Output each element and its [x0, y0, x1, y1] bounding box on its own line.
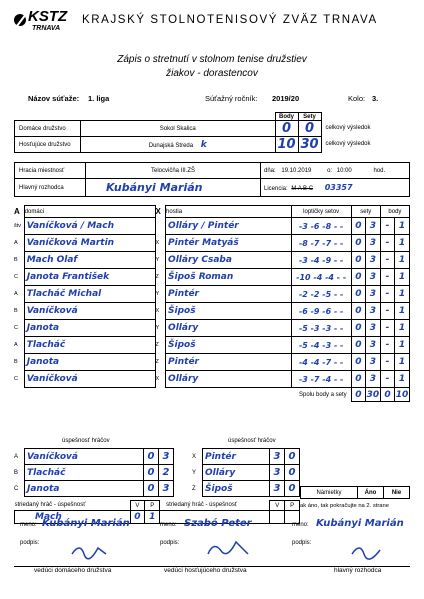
points-home: - [380, 354, 394, 371]
away-signature [206, 536, 252, 562]
set-scores: -3 -4 -9 - - [291, 252, 351, 269]
home-name-value: Kubányi Marián [42, 518, 130, 529]
away-code: X [155, 376, 160, 382]
set-scores: -3 -6 -8 - - [291, 218, 351, 235]
referee-label: Hlavný rozhodca [15, 179, 86, 197]
success-code: Y [192, 469, 197, 476]
away-player: Olláry [166, 371, 292, 388]
objections-no: Nie [384, 487, 410, 499]
set-scores: -2 -2 -5 - - [291, 286, 351, 303]
sets-home: 0 [351, 235, 365, 252]
date-cell [261, 163, 410, 179]
match-code: A [14, 291, 18, 297]
sets-home: 0 [351, 320, 365, 337]
success-row [14, 449, 174, 465]
away-name-value: Szabó Peter [184, 518, 252, 529]
match-row [14, 320, 410, 337]
sets-away: 3 [365, 354, 380, 371]
points-away: 1 [395, 235, 410, 252]
home-player: Janota František [24, 269, 155, 286]
body-header: Body [275, 113, 298, 121]
signature-underline [14, 566, 410, 567]
away-player: Olláry / Pintér [166, 218, 292, 235]
stried-p-away: P [285, 501, 300, 511]
ref-name-value: Kubányi Marián [316, 518, 404, 529]
stried-label-away: striedaný hráč - úspešnosť [166, 502, 238, 509]
points-away: 1 [395, 337, 410, 354]
set-scores: -5 -3 -3 - - [291, 320, 351, 337]
sets-home: 0 [351, 252, 365, 269]
away-player: Pintér [166, 286, 292, 303]
home-signature-block [14, 516, 154, 586]
success-row [14, 481, 174, 497]
venue-value: Telocvičňa III.ZŠ [86, 163, 261, 179]
objections-table [300, 486, 410, 499]
success-label-home: úspešnosť hráčov [62, 438, 110, 444]
sets-away: 3 [365, 337, 380, 354]
away-code: Y [155, 291, 160, 297]
totals-sets-away: 30 [366, 389, 380, 400]
points-away: 1 [395, 320, 410, 337]
sets-away: 3 [365, 286, 380, 303]
home-name-label: meno: [20, 522, 37, 528]
away-signature-block [156, 516, 286, 586]
away-points: 10 [275, 137, 298, 153]
match-code: B [14, 359, 18, 365]
away-team-label: Hosťujúce družstvo [15, 137, 81, 153]
form-subtitle: žiakov - dorastencov [166, 68, 258, 79]
logo-text: KSTZ [28, 8, 68, 25]
match-code: C [14, 325, 18, 331]
success-code: B [14, 469, 19, 476]
success-losses: 2 [159, 465, 174, 481]
sets-away: 3 [365, 303, 380, 320]
set-scores: -8 -7 -7 - - [291, 235, 351, 252]
totals-points-home: 0 [380, 388, 394, 402]
success-wins: 3 [270, 481, 285, 497]
away-code: Y [155, 257, 160, 263]
home-sets: 0 [298, 121, 321, 137]
sets-away: 3 [365, 252, 380, 269]
time-label: o: [327, 167, 333, 174]
away-player: Šipoš Roman [166, 269, 292, 286]
points-away: 1 [395, 303, 410, 320]
hour-label: hod. [373, 167, 386, 174]
away-team-cell [81, 137, 276, 153]
success-wins: 0 [144, 481, 159, 497]
match-row [14, 235, 410, 252]
success-code: C [14, 485, 19, 492]
points-home: - [380, 303, 394, 320]
success-name: Tlacháč [25, 465, 144, 481]
success-code: X [192, 453, 197, 460]
totals-label: Spolu body a sety [298, 391, 347, 398]
stried-home-l: 1 [145, 511, 160, 524]
match-code: štv [14, 223, 22, 229]
sets-away: 3 [365, 269, 380, 286]
success-code: Z [192, 485, 196, 492]
match-code: C [14, 376, 18, 382]
away-player: Olláry [166, 320, 292, 337]
success-losses: 0 [285, 465, 300, 481]
match-row [14, 303, 410, 320]
points-away: 1 [395, 286, 410, 303]
form-title: Zápis o stretnutí v stolnom tenise družstiev [117, 54, 307, 65]
home-player: Vaníčková / Mach [24, 218, 155, 235]
match-code: C [14, 274, 18, 280]
away-code [155, 218, 166, 235]
match-row [14, 286, 410, 303]
away-sign-label: podpis: [160, 540, 180, 546]
col-sets-label: sety [351, 206, 380, 218]
sets-home: 0 [351, 371, 365, 388]
col-x-label: X [155, 207, 161, 216]
ref-name-label: meno: [292, 522, 309, 528]
sets-home: 0 [351, 286, 365, 303]
ref-signature [350, 540, 386, 560]
match-row [14, 337, 410, 354]
ref-role: hlavný rozhodca [334, 567, 382, 574]
sets-home: 0 [351, 269, 365, 286]
match-row [14, 218, 410, 235]
license-number: 03357 [324, 183, 353, 192]
sets-home: 0 [351, 218, 365, 235]
points-home: - [380, 235, 394, 252]
sety-header: Sety [298, 113, 321, 121]
success-row [192, 465, 300, 481]
home-player: Tlacháč Michal [24, 286, 155, 303]
success-code: A [14, 453, 19, 460]
away-code: Y [155, 325, 160, 331]
away-player: Pintér Matyáš [166, 235, 292, 252]
points-home: - [380, 337, 394, 354]
points-home: - [380, 320, 394, 337]
away-code: X [155, 308, 160, 314]
success-wins: 0 [144, 449, 159, 465]
points-away: 1 [395, 218, 410, 235]
col-scores-label: loptičky setov [291, 206, 351, 218]
col-points-label: body [380, 206, 409, 218]
sets-away: 3 [365, 235, 380, 252]
match-code: A [14, 240, 18, 246]
stried-v-away: V [270, 501, 285, 511]
col-home-label: domáci [24, 206, 155, 218]
teams-table [14, 112, 410, 153]
totals-points-away: 10 [395, 389, 409, 400]
home-player: Mach Olaf [24, 252, 155, 269]
success-losses: 0 [285, 481, 300, 497]
success-losses: 3 [159, 449, 174, 465]
venue-table [14, 162, 410, 197]
away-player: Pintér [166, 354, 292, 371]
away-player: Šipoš [166, 303, 292, 320]
home-signature [70, 540, 110, 560]
stried-label-home: striedaný hráč - úspešnosť [14, 502, 86, 509]
organization-name: KRAJSKÝ STOLNOTENISOVÝ ZVÄZ TRNAVA [82, 14, 378, 26]
sets-home: 0 [351, 337, 365, 354]
objections-label: Námietky [301, 487, 358, 499]
home-player: Janota [24, 320, 155, 337]
round-value: 3. [372, 94, 379, 103]
success-name: Šipoš [203, 481, 270, 497]
col-a-label: A [14, 207, 20, 216]
away-code: Z [155, 274, 159, 280]
stried-home-w: 0 [130, 511, 145, 524]
sets-away: 3 [365, 320, 380, 337]
sets-away: 3 [365, 371, 380, 388]
home-team-value: Sokol Skalica [81, 121, 276, 137]
sets-home: 0 [351, 354, 365, 371]
col-away-label: hostia [166, 206, 292, 218]
success-home-table [14, 448, 174, 497]
set-scores: -5 -4 -3 - - [291, 337, 351, 354]
season-label: Súťažný ročník: [205, 94, 258, 103]
ref-sign-label: podpis: [292, 540, 312, 546]
points-home: - [380, 269, 394, 286]
home-player: Vaníčková [24, 371, 155, 388]
date-label: dňa: [264, 167, 276, 174]
away-code: X [155, 240, 160, 246]
match-row [14, 371, 410, 388]
date-value: 19.10.2019 [281, 167, 312, 174]
home-player: Vaníčková [24, 303, 155, 320]
away-team-value: Dunajská Streda [148, 142, 194, 149]
sets-home: 0 [351, 303, 365, 320]
set-scores: -4 -4 -7 - - [291, 354, 351, 371]
home-player: Tlacháč [24, 337, 155, 354]
away-name-label: meno: [160, 522, 177, 528]
success-name: Olláry [203, 465, 270, 481]
success-name: Vaníčková [25, 449, 144, 465]
match-code: B [14, 308, 18, 314]
success-losses: 3 [159, 481, 174, 497]
home-player: Janota [24, 354, 155, 371]
success-wins: 3 [270, 465, 285, 481]
license-classes: M A B C [291, 186, 314, 192]
points-home: - [380, 252, 394, 269]
success-name: Pintér [203, 449, 270, 465]
overall-label-1: celkový výsledok [325, 125, 371, 131]
stried-p-home: P [145, 501, 160, 511]
success-row [192, 481, 300, 497]
set-scores: -3 -7 -4 - - [291, 371, 351, 388]
points-home: - [380, 286, 394, 303]
success-row [192, 449, 300, 465]
logo-subtext: TRNAVA [32, 25, 61, 32]
home-player: Vaníčková Martin [24, 235, 155, 252]
venue-label: Hracia miestnosť [15, 163, 86, 179]
home-sign-label: podpis: [20, 540, 40, 546]
success-away-table [192, 448, 300, 497]
points-away: 1 [395, 354, 410, 371]
away-sets: 30 [298, 137, 321, 153]
away-code: Z [155, 342, 159, 348]
time-value: 10:00 [336, 167, 352, 174]
away-code: Z [155, 359, 159, 365]
stried-v-home: V [130, 501, 145, 511]
set-scores: -6 -9 -6 - - [291, 303, 351, 320]
ref-signature-block [288, 516, 414, 586]
overall-label-2: celkový výsledok [325, 141, 371, 147]
points-away: 1 [395, 269, 410, 286]
set-scores: -10 -4 -4 - - [291, 269, 351, 286]
competition-value: 1. liga [88, 94, 110, 103]
logo [12, 8, 74, 36]
away-player: Šipoš [166, 337, 292, 354]
away-role: vedúci hosťujúceho družstva [164, 567, 247, 574]
sets-away: 3 [365, 218, 380, 235]
referee-value: Kubányi Marián [86, 179, 261, 197]
round-label: Kolo: [348, 94, 366, 103]
stried-home-name: Mach [15, 511, 131, 524]
objections-continue: ak áno, tak pokračujte na 2. strane [300, 503, 389, 509]
license-cell [261, 179, 410, 197]
success-label-away: úspešnosť hráčov [228, 438, 276, 444]
season-value: 2019/20 [272, 94, 300, 103]
match-row [14, 252, 410, 269]
objections-yes: Áno [357, 487, 383, 499]
home-role: vedúci domáceho družstva [34, 567, 112, 574]
home-points: 0 [275, 121, 298, 137]
match-code: A [14, 342, 18, 348]
success-wins: 0 [144, 465, 159, 481]
points-home: - [380, 371, 394, 388]
competition-label: Názov súťaže: [28, 94, 80, 103]
home-team-label: Domáce družstvo [15, 121, 81, 137]
points-away: 1 [395, 252, 410, 269]
match-row [14, 354, 410, 371]
success-name: Janota [25, 481, 144, 497]
points-away: 1 [395, 371, 410, 388]
match-table [14, 205, 410, 402]
match-code: B [14, 257, 18, 263]
points-home: - [380, 218, 394, 235]
success-losses: 0 [285, 449, 300, 465]
license-label: Licencia: [264, 186, 288, 192]
totals-sets-home: 0 [351, 388, 365, 402]
match-row [14, 269, 410, 286]
success-row [14, 465, 174, 481]
away-player: Olláry Csaba [166, 252, 292, 269]
away-team-suffix: k [200, 139, 207, 150]
success-wins: 3 [270, 449, 285, 465]
